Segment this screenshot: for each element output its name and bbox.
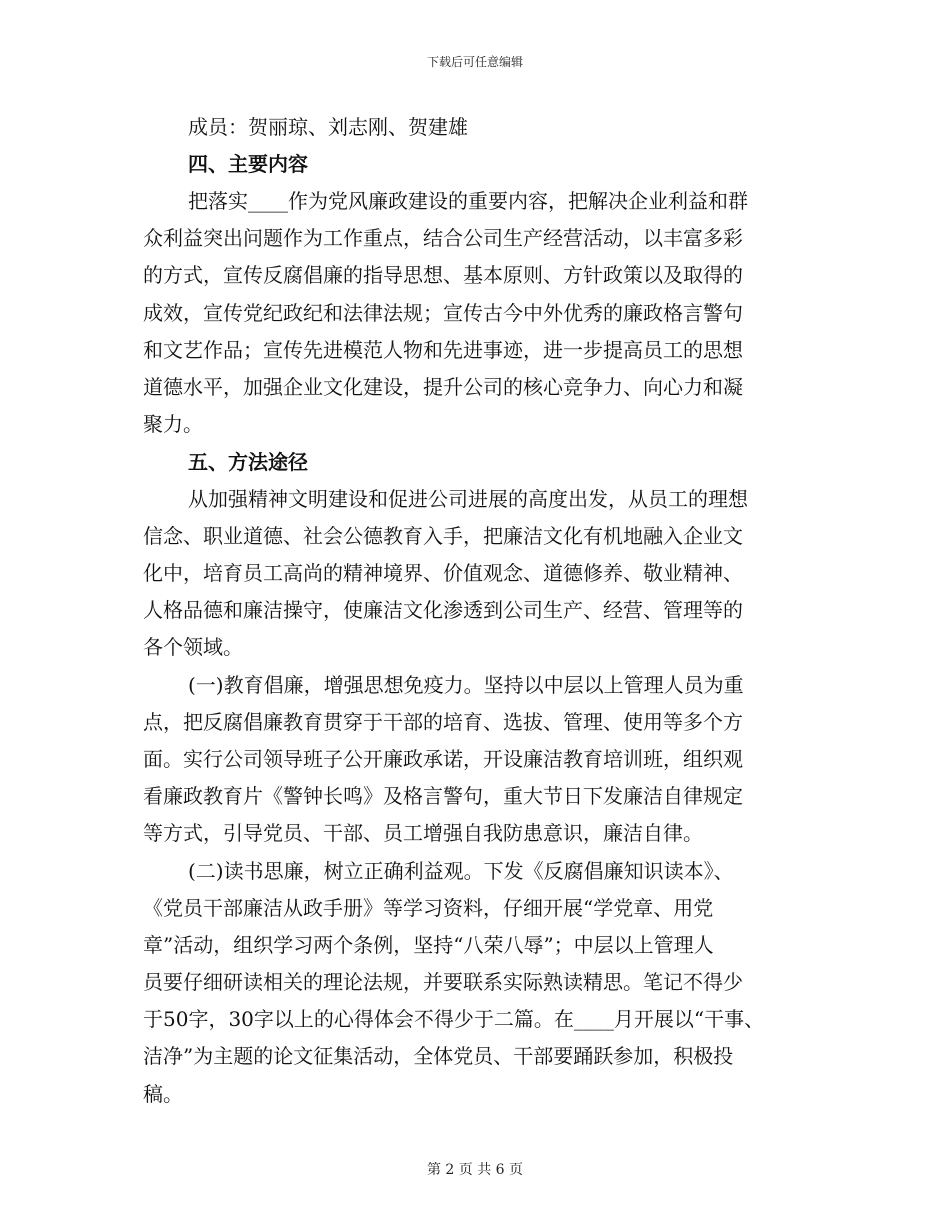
paragraph-line: (一)教育倡廉，增强思想免疫力。坚持以中层以上管理人员为重 [188, 673, 744, 697]
paragraph-line: 稿。 [143, 1082, 183, 1106]
members-line: 成员：贺丽琼、刘志刚、贺建雄 [188, 115, 468, 139]
paragraph-line: 各个领域。 [143, 635, 243, 659]
paragraph-line: 人格品德和廉洁操守，使廉洁文化渗透到公司生产、经营、管理等的 [143, 598, 743, 622]
paragraph-line: 和文艺作品；宣传先进模范人物和先进事迹，进一步提高员工的思想 [143, 338, 743, 362]
page-number: 第 2 页 共 6 页 [426, 1162, 524, 1178]
paragraph-line: 把落实____作为党风廉政建设的重要内容，把解决企业利益和群 [188, 189, 748, 213]
paragraph-line: 从加强精神文明建设和促进公司进展的高度出发，从员工的理想 [188, 487, 748, 511]
paragraph-line: 道德水平，加强企业文化建设，提升公司的核心竞争力、向心力和凝 [143, 375, 743, 399]
paragraph-line: 员要仔细研读相关的理论法规，并要联系实际熟读精思。笔记不得少 [143, 970, 743, 994]
page-header: 下载后可任意编辑 [426, 55, 523, 69]
paragraph-line: 看廉政教育片《警钟长鸣》及格言警句，重大节日下发廉洁自律规定 [143, 784, 743, 808]
paragraph-line: (二)读书思廉，树立正确利益观。下发《反腐倡廉知识读本》、 [188, 859, 734, 883]
paragraph-line: 于50字，30字以上的心得体会不得少于二篇。在____月开展以“干事、 [143, 1007, 765, 1031]
paragraph-line: 成效，宣传党纪政纪和法律法规；宣传古今中外优秀的廉政格言警句 [143, 301, 743, 325]
paragraph-line: 洁净”为主题的论文征集活动，全体党员、干部要踊跃参加，积极投 [143, 1044, 734, 1068]
paragraph-line: 面。实行公司领导班子公开廉政承诺，开设廉洁教育培训班，组织观 [143, 747, 743, 771]
section-heading-main-content: 四、主要内容 [188, 152, 308, 176]
paragraph-line: 章”活动，组织学习两个条例，坚持“八荣八辱”；中层以上管理人 [143, 933, 714, 957]
paragraph-line: 信念、职业道德、社会公德教育入手，把廉洁文化有机地融入企业文 [143, 524, 743, 548]
section-heading-methods: 五、方法途径 [188, 450, 308, 474]
paragraph-line: 的方式，宣传反腐倡廉的指导思想、基本原则、方针政策以及取得的 [143, 263, 743, 287]
paragraph-line: 化中，培育员工高尚的精神境界、价值观念、道德修养、敬业精神、 [143, 561, 743, 585]
paragraph-line: 众利益突出问题作为工作重点，结合公司生产经营活动，以丰富多彩 [143, 226, 743, 250]
paragraph-line: 点，把反腐倡廉教育贯穿于干部的培育、选拔、管理、使用等多个方 [143, 710, 743, 734]
paragraph-line: 聚力。 [143, 412, 203, 436]
paragraph-line: 《党员干部廉洁从政手册》等学习资料，仔细开展“学党章、用党 [143, 896, 714, 920]
paragraph-line: 等方式，引导党员、干部、员工增强自我防患意识，廉洁自律。 [143, 821, 703, 845]
